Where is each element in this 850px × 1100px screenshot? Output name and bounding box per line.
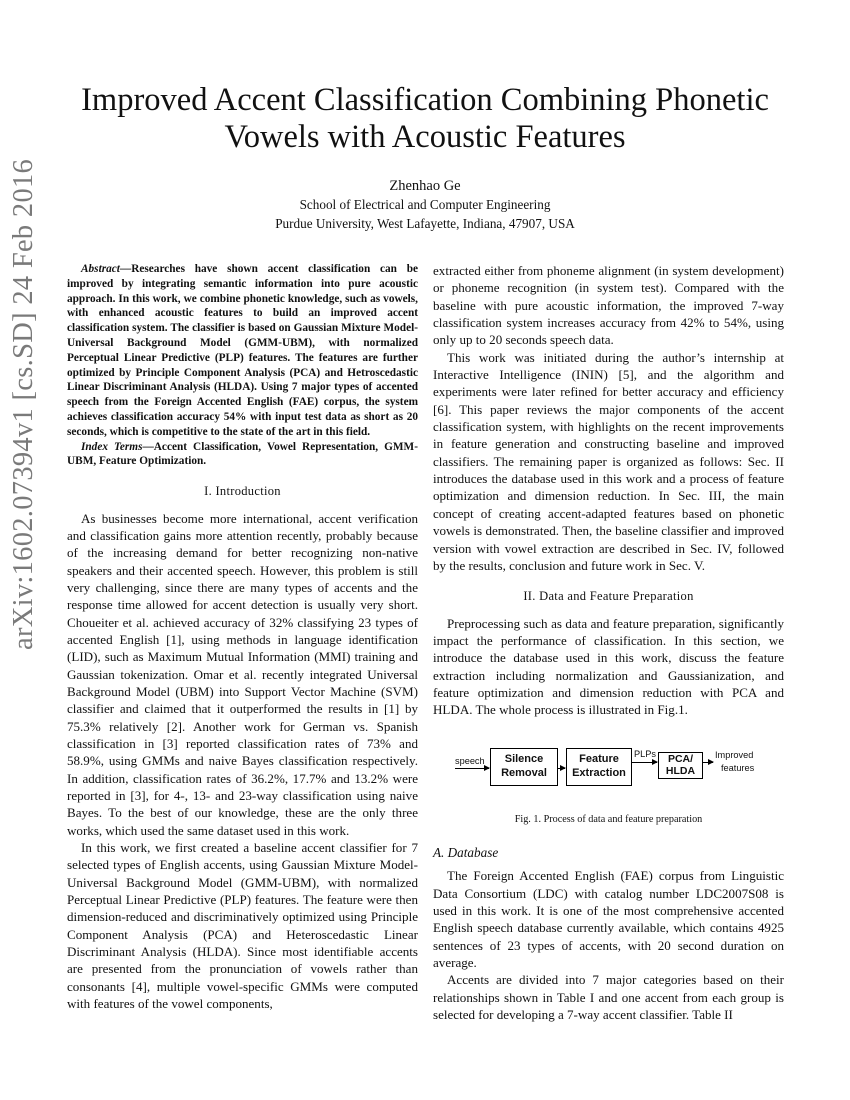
right-paragraph-1: extracted either from phoneme alignment (in system development) or phoneme recognition (in system test). Compared with the baseline with pure acoustic information, the improved 7-way classification system increases accuracy from 42% to 54%, using only up to 20 seconds speech data. xyxy=(433,263,784,348)
figure-1-diagram xyxy=(433,741,784,795)
figure-input-label: speech xyxy=(455,755,485,766)
title-line-1: Improved Accent Classification Combining Phonetic xyxy=(81,82,769,118)
arrow-box1-box2 xyxy=(558,768,565,769)
section-heading-introduction: I. Introduction xyxy=(204,484,281,499)
figure-1-caption: Fig. 1. Process of data and feature preparation xyxy=(514,813,703,825)
right-paragraph-2: This work was initiated during the author’s internship at Interactive Intelligence (ININ) [5], and the algorithm and experiments were later refined for better accuracy and efficiency [6]. This paper reviews the major components of the accent classification system, with highlights on the recent improvements in feature generation and constructing baseline and improved classifiers. The remaining paper is organized as follows: Sec. II introduces the database used in this work and a process of feature optimization and dimension reduction. In Sec. III, the main concept of creating accent-adapted features based on phonetic vowels is demonstrated. Then, the baseline classifier and improved version with vowel extraction are described in Sec. IV, followed by the results, conclusion and future work in Sec. V. xyxy=(433,349,784,573)
left-column xyxy=(67,262,418,1012)
affiliation-line-1: School of Electrical and Computer Engineering xyxy=(299,197,551,212)
silence-removal-box xyxy=(490,748,558,786)
database-paragraph-2: Accents are divided into 7 major categories based on their relationships shown in Table I and one accent from each group is selected for developing a 7-way accent classifier. Table II xyxy=(433,972,784,1023)
figure-plps-label: PLPs xyxy=(634,748,656,759)
box3-line2: HLDA xyxy=(665,765,696,778)
subsection-heading-database: A. Database xyxy=(433,844,499,860)
database-paragraph-1: The Foreign Accented English (FAE) corpus from Linguistic Data Consortium (LDC) with catalog number LDC2007S08 is used in this work. It is one of the most comprehensive accented English speech database currently available, which contains 4925 sentences of 23 types of accents, with 20 second duration on average. xyxy=(433,868,784,970)
figure-output-line-2: features xyxy=(721,762,755,773)
abstract-text: —Researches have shown accent classification can be improved by integrating semantic information into pure acoustic approach. In this work, we combine phonetic knowledge, such as vowels, with enhanced acoustic features to build an improved accent classification system. The classifier is based on Gaussian Mixture Model-Universal Background Model (GMM-UBM), with normalized Perceptual Linear Predictive (PLP) features. The features are further optimized by Principle Component Analysis (PCA) and Hetroscedastic Linear Discriminant Analysis (HLDA). Using 7 major types of accented speech from the Foreign Accented English (FAE) corpus, the system achieves classification accuracy 54% with input test data as short as 20 seconds, which is competitive to the state of the art in this field. xyxy=(67,263,418,438)
box2-line1: Feature xyxy=(579,753,619,766)
index-terms xyxy=(67,440,418,470)
index-terms-label: Index Terms xyxy=(81,440,143,453)
index-terms-text: —Accent Classification, Vowel Representation, GMM-UBM, Feature Optimization. xyxy=(67,440,418,468)
arxiv-stamp: arXiv:1602.07394v1 [cs.SD] 24 Feb 2016 xyxy=(8,158,39,650)
abstract xyxy=(67,262,418,440)
arrow-output xyxy=(703,762,713,763)
section-heading-data: II. Data and Feature Preparation xyxy=(523,589,694,604)
paper-title xyxy=(60,82,790,156)
affiliation-line-2: Purdue University, West Lafayette, Indiana, 47907, USA xyxy=(275,216,575,231)
feature-extraction-box xyxy=(566,748,632,786)
intro-paragraph-2: In this work, we first created a baseline accent classifier for 7 selected types of English accents, using Gaussian Mixture Model-Universal Background Model (GMM-UBM), with normalized Perceptual Linear Predictive (PLP) features. The feature were then dimension-reduced and discriminatively optimized using Principle Component Analysis (PCA) and Heteroscedastic Linear Discriminant Analysis (HLDA). Since most identifiable accents are presented from the pronunciation of vowels rather than consonants [4], multiple vowel-specific GMMs were computed with features of the vowel components, xyxy=(67,840,418,1012)
intro-paragraph-1: As businesses become more international, accent verification and classification gains more attention recently, probably because of the increasing demand for better recognizing non-native speakers and their accented speech. However, this problem is still very challenging, since there are many types of accents and the response time allowed for accent detection is usually very short. Choueiter et al. achieved accuracy of 32% classifying 23 types of accented English [1], using methods in language identification (LID), such as Maximum Mutual Information (MMI) training and Gaussian tokenization. Omar et al. recently integrated Universal Background Model (UBM) into Support Vector Machine (SVM) classifier and claimed that it outperformed the results in [1] by 75.3% relatively [2]. Another work for German vs. Spanish classification in [3] reported classification rates of 73% and 58.9%, using GMMs and naive Bayes classification respectively. In addition, classification rates of 36.2%, 17.7% and 13.2% were reported in [3], for 4-, 13- and 23-way classification using naive Bayes. To the best of our knowledge, these are the only three works, which used the same dataset used in this work. xyxy=(67,510,418,838)
box2-line2: Extraction xyxy=(572,766,626,779)
arrow-speech xyxy=(455,768,489,769)
box1-line2: Removal xyxy=(501,766,547,779)
author-name: Zhenhao Ge xyxy=(389,178,461,194)
pca-hlda-box xyxy=(658,752,703,779)
right-column xyxy=(433,262,784,1023)
figure-output-line-1: Improved xyxy=(715,749,754,760)
data-paragraph-1: Preprocessing such as data and feature preparation, significantly impact the performance of classification. In this section, we introduce the database used in this work, discuss the feature extraction including normalization and Gaussianization, and feature optimization and dimension reduction with PCA and HLDA. The whole process is illustrated in Fig.1. xyxy=(433,615,784,718)
abstract-label: Abstract xyxy=(81,263,120,275)
arrow-box2-box3 xyxy=(632,762,657,763)
title-line-2: Vowels with Acoustic Features xyxy=(224,119,626,155)
box3-line1: PCA/ xyxy=(667,753,694,766)
box1-line1: Silence xyxy=(504,753,544,766)
